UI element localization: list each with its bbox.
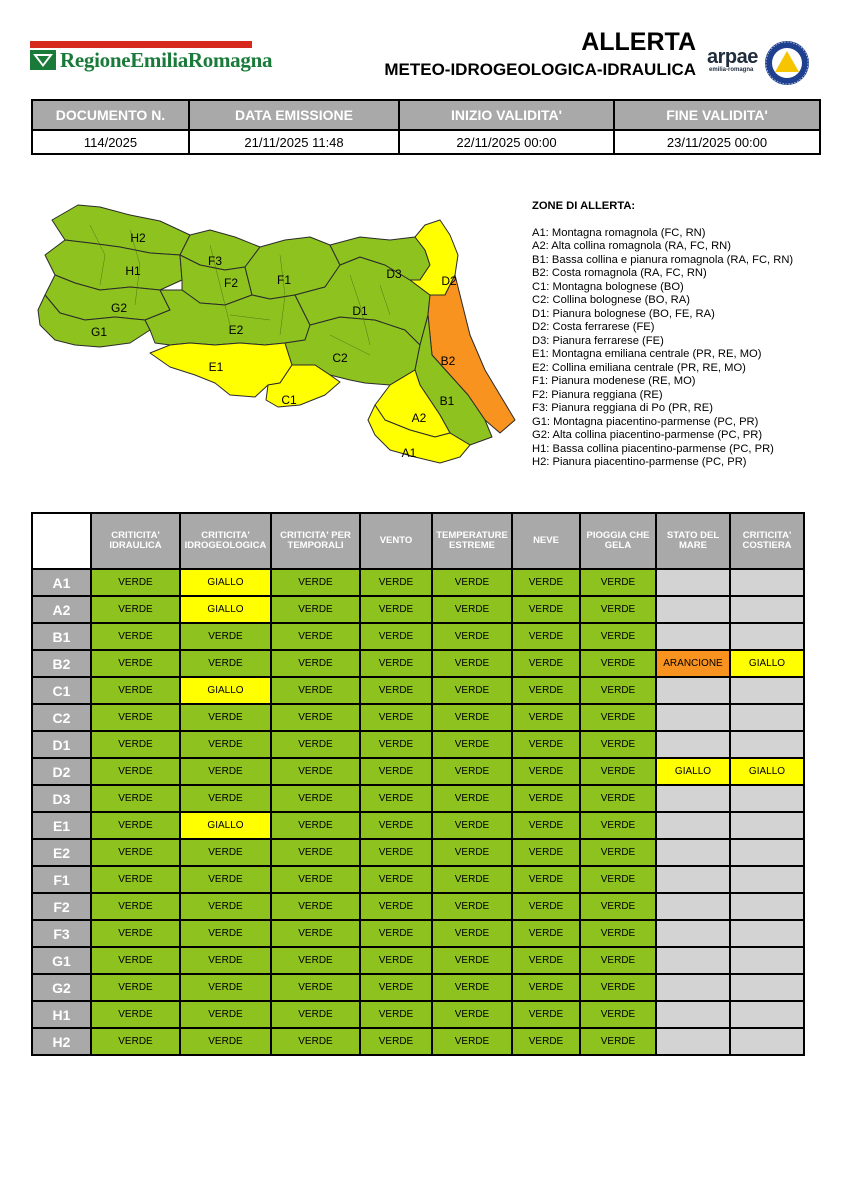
legend-item: G2: Alta collina piacentino-parmense (PC, PR) bbox=[532, 429, 763, 441]
grid-cell: VERDE bbox=[181, 1029, 270, 1054]
arpae-logo bbox=[707, 47, 758, 67]
grid-zone-label: B1 bbox=[33, 624, 90, 649]
legend-item: F2: Pianura reggiana (RE) bbox=[532, 388, 663, 401]
map-label-g2: G2 bbox=[110, 301, 128, 315]
grid-cell bbox=[657, 921, 729, 946]
grid-cell: VERDE bbox=[513, 624, 579, 649]
map-label-h2: H2 bbox=[130, 231, 146, 245]
grid-cell: VERDE bbox=[181, 894, 270, 919]
grid-cell: VERDE bbox=[272, 1002, 359, 1027]
region-logo-icon bbox=[30, 50, 56, 70]
grid-cell bbox=[657, 813, 729, 838]
grid-body bbox=[33, 570, 803, 1054]
grid-cell bbox=[657, 1029, 729, 1054]
map-label-d1: D1 bbox=[352, 304, 368, 318]
grid-cell: VERDE bbox=[361, 948, 431, 973]
grid-row-f1 bbox=[33, 867, 803, 892]
grid-cell: GIALLO bbox=[657, 759, 729, 784]
arpae-logo-text: arpae bbox=[707, 46, 758, 68]
grid-cell bbox=[657, 867, 729, 892]
grid-cell: VERDE bbox=[181, 1002, 270, 1027]
grid-cell: VERDE bbox=[581, 678, 655, 703]
grid-cell: VERDE bbox=[361, 678, 431, 703]
grid-cell: VERDE bbox=[181, 759, 270, 784]
grid-cell: VERDE bbox=[272, 894, 359, 919]
grid-cell: VERDE bbox=[513, 786, 579, 811]
grid-zone-label: G2 bbox=[33, 975, 90, 1000]
alert-zone-map bbox=[30, 195, 525, 475]
map-label-d3: D3 bbox=[386, 267, 402, 281]
grid-cell: VERDE bbox=[92, 570, 179, 595]
grid-row-f3 bbox=[33, 921, 803, 946]
grid-cell: VERDE bbox=[272, 624, 359, 649]
grid-cell: VERDE bbox=[433, 678, 511, 703]
grid-header-neve: NEVE bbox=[513, 514, 579, 568]
grid-cell: VERDE bbox=[581, 732, 655, 757]
grid-row-d2 bbox=[33, 759, 803, 784]
grid-cell: GIALLO bbox=[181, 597, 270, 622]
grid-row-c2 bbox=[33, 705, 803, 730]
grid-cell: VERDE bbox=[433, 867, 511, 892]
grid-row-e2 bbox=[33, 840, 803, 865]
grid-cell: VERDE bbox=[513, 867, 579, 892]
grid-cell: VERDE bbox=[272, 813, 359, 838]
grid-cell: VERDE bbox=[272, 732, 359, 757]
grid-cell bbox=[731, 975, 803, 1000]
map-label-d2: D2 bbox=[441, 274, 457, 288]
grid-cell: VERDE bbox=[433, 624, 511, 649]
grid-zone-label: C2 bbox=[33, 705, 90, 730]
info-emission-date: 21/11/2025 11:48 bbox=[189, 130, 399, 154]
legend-item: F3: Pianura reggiana di Po (PR, RE) bbox=[532, 402, 713, 414]
region-logo-bar bbox=[30, 41, 252, 48]
map-label-a1: A1 bbox=[401, 446, 417, 460]
grid-row-h1 bbox=[33, 1002, 803, 1027]
info-header-row bbox=[32, 100, 820, 130]
grid-cell: VERDE bbox=[361, 732, 431, 757]
grid-cell: VERDE bbox=[92, 1002, 179, 1027]
grid-cell: VERDE bbox=[361, 921, 431, 946]
grid-header-temperature-estreme: TEMPERATURE ESTREME bbox=[433, 514, 511, 568]
arpae-logo-sub: emilia-romagna bbox=[709, 67, 754, 73]
map-label-b2: B2 bbox=[440, 354, 456, 368]
zone-legend bbox=[532, 200, 793, 470]
grid-cell: VERDE bbox=[433, 570, 511, 595]
legend-item: G1: Montagna piacentino-parmense (PC, PR) bbox=[532, 415, 759, 428]
legend-item: F1: Pianura modenese (RE, MO) bbox=[532, 375, 696, 387]
grid-cell: VERDE bbox=[581, 1029, 655, 1054]
grid-cell: VERDE bbox=[513, 678, 579, 703]
grid-row-g1 bbox=[33, 948, 803, 973]
grid-cell bbox=[657, 624, 729, 649]
grid-cell: VERDE bbox=[92, 894, 179, 919]
grid-cell bbox=[657, 975, 729, 1000]
grid-cell: VERDE bbox=[92, 759, 179, 784]
grid-cell: VERDE bbox=[92, 732, 179, 757]
info-end-date: 23/11/2025 00:00 bbox=[614, 130, 820, 154]
grid-cell bbox=[731, 948, 803, 973]
grid-header-pioggia-che-gela: PIOGGIA CHE GELA bbox=[581, 514, 655, 568]
grid-cell bbox=[731, 732, 803, 757]
grid-cell: VERDE bbox=[433, 597, 511, 622]
legend-item: B2: Costa romagnola (RA, FC, RN) bbox=[532, 267, 707, 279]
grid-cell: VERDE bbox=[433, 840, 511, 865]
grid-cell: GIALLO bbox=[731, 651, 803, 676]
grid-cell: VERDE bbox=[581, 813, 655, 838]
grid-cell: VERDE bbox=[433, 786, 511, 811]
grid-cell: VERDE bbox=[513, 894, 579, 919]
grid-row-g2 bbox=[33, 975, 803, 1000]
grid-cell: VERDE bbox=[581, 921, 655, 946]
grid-cell bbox=[731, 597, 803, 622]
info-header-emission: DATA EMISSIONE bbox=[189, 100, 399, 130]
grid-cell: VERDE bbox=[513, 840, 579, 865]
grid-cell bbox=[731, 1029, 803, 1054]
grid-zone-label: F3 bbox=[33, 921, 90, 946]
grid-cell: VERDE bbox=[92, 867, 179, 892]
legend-item: A2: Alta collina romagnola (RA, FC, RN) bbox=[532, 240, 731, 252]
grid-cell: VERDE bbox=[181, 786, 270, 811]
map-label-c2: C2 bbox=[332, 351, 348, 365]
grid-cell bbox=[657, 570, 729, 595]
grid-row-h2 bbox=[33, 1029, 803, 1054]
grid-zone-label: E1 bbox=[33, 813, 90, 838]
grid-cell: VERDE bbox=[513, 732, 579, 757]
grid-cell: VERDE bbox=[433, 732, 511, 757]
grid-zone-label: G1 bbox=[33, 948, 90, 973]
grid-row-a1 bbox=[33, 570, 803, 595]
grid-cell: VERDE bbox=[92, 624, 179, 649]
grid-cell bbox=[657, 894, 729, 919]
grid-cell: VERDE bbox=[581, 948, 655, 973]
map-label-b1: B1 bbox=[439, 394, 455, 408]
grid-header-stato-del-mare: STATO DEL MARE bbox=[657, 514, 729, 568]
grid-cell: VERDE bbox=[581, 867, 655, 892]
map-label-c1: C1 bbox=[281, 393, 297, 407]
grid-zone-label: E2 bbox=[33, 840, 90, 865]
grid-zone-label: H1 bbox=[33, 1002, 90, 1027]
grid-cell bbox=[731, 813, 803, 838]
grid-zone-label: D1 bbox=[33, 732, 90, 757]
grid-cell: VERDE bbox=[581, 840, 655, 865]
grid-cell: VERDE bbox=[272, 921, 359, 946]
grid-cell: VERDE bbox=[433, 894, 511, 919]
map-label-f3: F3 bbox=[207, 254, 223, 268]
grid-cell bbox=[731, 921, 803, 946]
grid-cell: VERDE bbox=[272, 597, 359, 622]
grid-cell: VERDE bbox=[433, 1002, 511, 1027]
legend-item: D3: Pianura ferrarese (FE) bbox=[532, 334, 664, 347]
grid-cell: VERDE bbox=[433, 759, 511, 784]
legend-item: C1: Montagna bolognese (BO) bbox=[532, 280, 684, 293]
grid-cell: VERDE bbox=[272, 570, 359, 595]
grid-cell: VERDE bbox=[513, 570, 579, 595]
grid-cell bbox=[657, 786, 729, 811]
grid-zone-label: A1 bbox=[33, 570, 90, 595]
info-header-end: FINE VALIDITA' bbox=[614, 100, 820, 130]
grid-header-criticita-idrogeologica: CRITICITA' IDROGEOLOGICA bbox=[181, 514, 270, 568]
grid-cell: VERDE bbox=[361, 570, 431, 595]
grid-cell: VERDE bbox=[92, 705, 179, 730]
grid-cell: VERDE bbox=[361, 975, 431, 1000]
grid-cell: GIALLO bbox=[181, 678, 270, 703]
grid-cell: VERDE bbox=[272, 840, 359, 865]
map-label-e1: E1 bbox=[208, 360, 224, 374]
grid-row-b2 bbox=[33, 651, 803, 676]
grid-cell: VERDE bbox=[513, 759, 579, 784]
grid-cell: ARANCIONE bbox=[657, 651, 729, 676]
legend-item: B1: Bassa collina e pianura romagnola (RA, FC, RN) bbox=[532, 253, 794, 266]
grid-header-vento: VENTO bbox=[361, 514, 431, 568]
map-label-f2: F2 bbox=[223, 276, 239, 290]
grid-cell: VERDE bbox=[433, 1029, 511, 1054]
info-document-number: 114/2025 bbox=[32, 130, 189, 154]
grid-header-criticita-costiera: CRITICITA' COSTIERA bbox=[731, 514, 803, 568]
grid-cell: VERDE bbox=[581, 651, 655, 676]
grid-cell: VERDE bbox=[581, 624, 655, 649]
grid-cell: GIALLO bbox=[731, 759, 803, 784]
legend-item: H1: Bassa collina piacentino-parmense (PC, PR) bbox=[532, 442, 774, 455]
grid-cell bbox=[731, 840, 803, 865]
grid-cell: VERDE bbox=[433, 975, 511, 1000]
grid-cell: VERDE bbox=[272, 705, 359, 730]
grid-cell: VERDE bbox=[581, 705, 655, 730]
grid-cell bbox=[731, 786, 803, 811]
grid-cell: VERDE bbox=[272, 759, 359, 784]
map-label-a2: A2 bbox=[411, 411, 427, 425]
grid-cell: VERDE bbox=[181, 921, 270, 946]
legend-item: H2: Pianura piacentino-parmense (PC, PR) bbox=[532, 456, 747, 468]
grid-row-b1 bbox=[33, 624, 803, 649]
grid-cell: VERDE bbox=[181, 948, 270, 973]
grid-cell: VERDE bbox=[92, 975, 179, 1000]
grid-cell: VERDE bbox=[581, 1002, 655, 1027]
grid-cell: VERDE bbox=[513, 948, 579, 973]
grid-zone-label: H2 bbox=[33, 1029, 90, 1054]
grid-cell: VERDE bbox=[513, 813, 579, 838]
grid-cell bbox=[731, 894, 803, 919]
page-title: ALLERTA bbox=[581, 28, 696, 56]
grid-zone-label: D3 bbox=[33, 786, 90, 811]
grid-cell bbox=[731, 867, 803, 892]
grid-cell: VERDE bbox=[92, 651, 179, 676]
grid-cell: VERDE bbox=[581, 894, 655, 919]
grid-cell: VERDE bbox=[581, 597, 655, 622]
grid-cell: VERDE bbox=[513, 921, 579, 946]
grid-row-c1 bbox=[33, 678, 803, 703]
grid-corner bbox=[33, 514, 90, 568]
grid-cell: VERDE bbox=[92, 948, 179, 973]
grid-cell bbox=[657, 840, 729, 865]
grid-cell: VERDE bbox=[361, 1002, 431, 1027]
grid-cell: VERDE bbox=[361, 894, 431, 919]
grid-cell: VERDE bbox=[361, 1029, 431, 1054]
legend-item: A1: Montagna romagnola (FC, RN) bbox=[532, 226, 706, 239]
grid-row-e1 bbox=[33, 813, 803, 838]
grid-cell: VERDE bbox=[581, 759, 655, 784]
grid-cell: VERDE bbox=[433, 813, 511, 838]
info-header-document: DOCUMENTO N. bbox=[32, 100, 189, 130]
grid-cell bbox=[657, 678, 729, 703]
grid-cell bbox=[731, 624, 803, 649]
grid-cell: VERDE bbox=[513, 975, 579, 1000]
grid-cell: VERDE bbox=[361, 867, 431, 892]
grid-header-criticita-idraulica: CRITICITA' IDRAULICA bbox=[92, 514, 179, 568]
grid-cell: VERDE bbox=[361, 597, 431, 622]
grid-row-f2 bbox=[33, 894, 803, 919]
grid-zone-label: C1 bbox=[33, 678, 90, 703]
grid-cell bbox=[657, 948, 729, 973]
grid-cell bbox=[731, 570, 803, 595]
legend-item: E1: Montagna emiliana centrale (PR, RE, MO) bbox=[532, 348, 762, 360]
grid-cell: VERDE bbox=[92, 1029, 179, 1054]
grid-header-row bbox=[33, 514, 803, 568]
grid-zone-label: D2 bbox=[33, 759, 90, 784]
grid-cell bbox=[731, 678, 803, 703]
grid-cell: VERDE bbox=[272, 948, 359, 973]
grid-cell: GIALLO bbox=[181, 570, 270, 595]
grid-header-criticita-temporali: CRITICITA' PER TEMPORALI bbox=[272, 514, 359, 568]
grid-cell: VERDE bbox=[361, 705, 431, 730]
grid-cell: VERDE bbox=[581, 786, 655, 811]
grid-cell: VERDE bbox=[181, 624, 270, 649]
grid-cell: VERDE bbox=[181, 651, 270, 676]
region-name: RegioneEmiliaRomagna bbox=[60, 48, 273, 72]
grid-zone-label: F2 bbox=[33, 894, 90, 919]
grid-cell: VERDE bbox=[581, 975, 655, 1000]
grid-cell: VERDE bbox=[92, 597, 179, 622]
grid-cell: VERDE bbox=[361, 651, 431, 676]
grid-cell: VERDE bbox=[92, 813, 179, 838]
grid-zone-label: B2 bbox=[33, 651, 90, 676]
grid-cell: VERDE bbox=[181, 975, 270, 1000]
grid-cell bbox=[731, 1002, 803, 1027]
grid-cell: VERDE bbox=[361, 840, 431, 865]
grid-row-a2 bbox=[33, 597, 803, 622]
grid-cell: VERDE bbox=[513, 1002, 579, 1027]
grid-cell: VERDE bbox=[272, 867, 359, 892]
grid-cell bbox=[657, 732, 729, 757]
page-subtitle: METEO-IDROGEOLOGICA-IDRAULICA bbox=[384, 60, 696, 79]
grid-cell bbox=[657, 705, 729, 730]
grid-cell: VERDE bbox=[513, 651, 579, 676]
grid-cell: VERDE bbox=[92, 921, 179, 946]
grid-cell: VERDE bbox=[513, 705, 579, 730]
document-info-table bbox=[31, 99, 821, 155]
grid-cell: VERDE bbox=[361, 624, 431, 649]
civil-protection-icon bbox=[764, 40, 810, 86]
map-label-h1: H1 bbox=[125, 264, 141, 278]
grid-cell bbox=[657, 597, 729, 622]
grid-cell: VERDE bbox=[361, 759, 431, 784]
grid-cell: VERDE bbox=[272, 975, 359, 1000]
grid-cell: VERDE bbox=[272, 1029, 359, 1054]
grid-cell bbox=[657, 1002, 729, 1027]
grid-zone-label: A2 bbox=[33, 597, 90, 622]
grid-row-d3 bbox=[33, 786, 803, 811]
grid-cell: VERDE bbox=[92, 678, 179, 703]
info-start-date: 22/11/2025 00:00 bbox=[399, 130, 614, 154]
map-label-g1: G1 bbox=[90, 325, 108, 339]
grid-cell: VERDE bbox=[181, 732, 270, 757]
grid-cell: VERDE bbox=[272, 786, 359, 811]
grid-cell: VERDE bbox=[272, 651, 359, 676]
grid-cell: VERDE bbox=[433, 921, 511, 946]
legend-item: D2: Costa ferrarese (FE) bbox=[532, 321, 655, 333]
legend-item: E2: Collina emiliana centrale (PR, RE, MO) bbox=[532, 361, 746, 374]
legend-title: ZONE DI ALLERTA: bbox=[532, 200, 636, 212]
grid-cell: VERDE bbox=[433, 651, 511, 676]
grid-cell bbox=[731, 705, 803, 730]
grid-cell: VERDE bbox=[361, 786, 431, 811]
map-label-e2: E2 bbox=[228, 323, 244, 337]
alert-grid bbox=[31, 512, 805, 1056]
grid-cell: VERDE bbox=[581, 570, 655, 595]
grid-zone-label: F1 bbox=[33, 867, 90, 892]
map-label-f1: F1 bbox=[276, 273, 292, 287]
legend-item: D1: Pianura bolognese (BO, FE, RA) bbox=[532, 307, 715, 320]
grid-cell: GIALLO bbox=[181, 813, 270, 838]
grid-cell: VERDE bbox=[433, 948, 511, 973]
legend-item: C2: Collina bolognese (BO, RA) bbox=[532, 294, 690, 306]
grid-cell: VERDE bbox=[513, 1029, 579, 1054]
info-header-start: INIZIO VALIDITA' bbox=[399, 100, 614, 130]
grid-cell: VERDE bbox=[92, 840, 179, 865]
grid-cell: VERDE bbox=[361, 813, 431, 838]
info-value-row bbox=[32, 130, 820, 154]
grid-cell: VERDE bbox=[513, 597, 579, 622]
grid-cell: VERDE bbox=[92, 786, 179, 811]
grid-cell: VERDE bbox=[181, 840, 270, 865]
grid-cell: VERDE bbox=[433, 705, 511, 730]
grid-cell: VERDE bbox=[181, 867, 270, 892]
grid-cell: VERDE bbox=[272, 678, 359, 703]
grid-cell: VERDE bbox=[181, 705, 270, 730]
grid-row-d1 bbox=[33, 732, 803, 757]
